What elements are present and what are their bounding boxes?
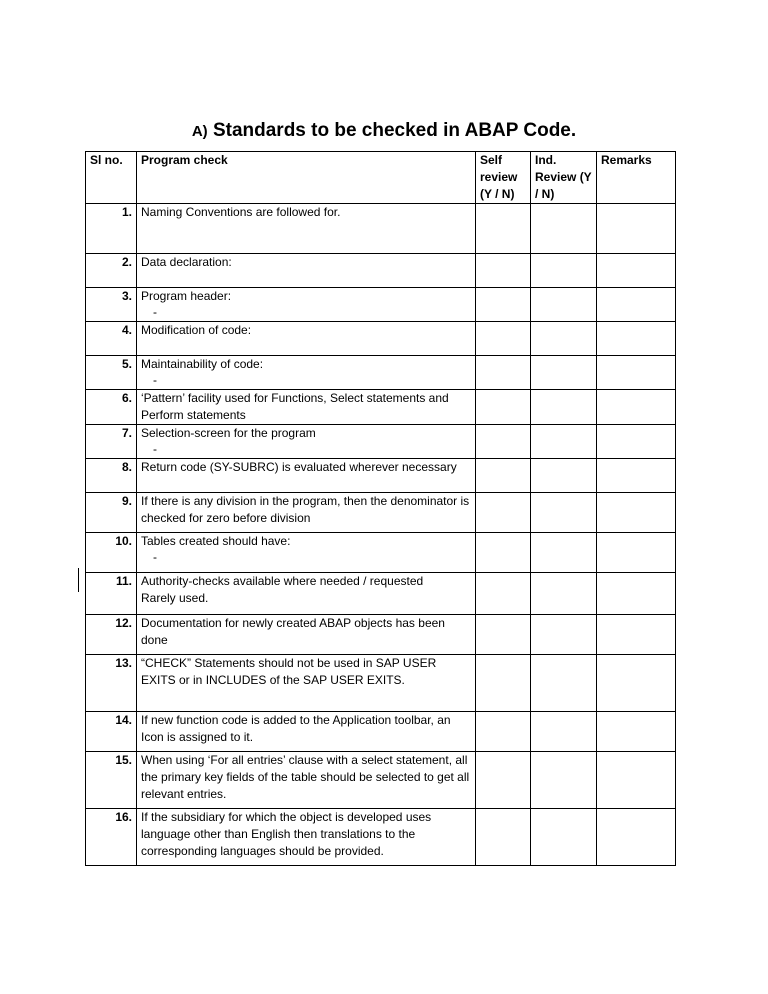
table-row (86, 809, 676, 866)
ind-review-cell[interactable] (531, 322, 597, 356)
table-row (86, 493, 676, 533)
self-review-cell[interactable] (476, 573, 531, 615)
self-review-cell[interactable] (476, 356, 531, 390)
ind-review-cell[interactable] (531, 356, 597, 390)
check-text: Program header: (141, 289, 232, 303)
check-subitem: - (153, 442, 157, 456)
remarks-cell[interactable] (597, 288, 676, 322)
row-number: 6. (86, 390, 137, 425)
header-row (86, 152, 676, 204)
remarks-cell[interactable] (597, 573, 676, 615)
self-review-cell[interactable] (476, 254, 531, 288)
program-check-cell (137, 425, 476, 459)
remarks-cell[interactable] (597, 712, 676, 752)
program-check-cell (137, 533, 476, 573)
row-number: 15. (86, 752, 137, 809)
remarks-cell[interactable] (597, 752, 676, 809)
ind-review-cell[interactable] (531, 752, 597, 809)
check-text: If there is any division in the program, then the denominator is checked for zero before division (141, 494, 470, 525)
remarks-cell[interactable] (597, 533, 676, 573)
program-check-cell (137, 356, 476, 390)
ind-review-cell[interactable] (531, 390, 597, 425)
remarks-cell[interactable] (597, 425, 676, 459)
ind-review-cell[interactable] (531, 712, 597, 752)
table-row (86, 533, 676, 573)
check-text: Authority-checks available where needed / requested Rarely used. (141, 574, 424, 605)
table-row (86, 459, 676, 493)
row-number: 14. (86, 712, 137, 752)
table-row (86, 322, 676, 356)
table-row (86, 356, 676, 390)
ind-review-cell[interactable] (531, 204, 597, 254)
ind-review-cell[interactable] (531, 254, 597, 288)
program-check-cell (137, 459, 476, 493)
remarks-cell[interactable] (597, 322, 676, 356)
self-review-cell[interactable] (476, 655, 531, 712)
check-subitem: - (153, 305, 157, 319)
row-number: 3. (86, 288, 137, 322)
table-row (86, 615, 676, 655)
program-check-cell (137, 752, 476, 809)
self-review-cell[interactable] (476, 390, 531, 425)
table-row (86, 655, 676, 712)
program-check-cell (137, 809, 476, 866)
header-remarks: Remarks (597, 152, 676, 204)
ind-review-cell[interactable] (531, 288, 597, 322)
ind-review-cell[interactable] (531, 573, 597, 615)
header-program-check: Program check (137, 152, 476, 204)
check-subitem: - (153, 550, 157, 564)
row-number: 8. (86, 459, 137, 493)
program-check-cell (137, 712, 476, 752)
ind-review-cell[interactable] (531, 493, 597, 533)
self-review-cell[interactable] (476, 493, 531, 533)
table-row (86, 752, 676, 809)
remarks-cell[interactable] (597, 390, 676, 425)
check-text: If the subsidiary for which the object is developed uses language other than English then translations to the corresponding languages should be provided. (141, 810, 432, 858)
check-text: Maintainability of code: (141, 357, 264, 371)
remarks-cell[interactable] (597, 809, 676, 866)
program-check-cell (137, 493, 476, 533)
check-text: Data declaration: (141, 255, 232, 269)
ind-review-cell[interactable] (531, 533, 597, 573)
remarks-cell[interactable] (597, 615, 676, 655)
program-check-cell (137, 615, 476, 655)
row-number: 7. (86, 425, 137, 459)
standards-checklist-table (85, 151, 676, 866)
program-check-cell (137, 573, 476, 615)
remarks-cell[interactable] (597, 204, 676, 254)
table-row (86, 254, 676, 288)
self-review-cell[interactable] (476, 425, 531, 459)
self-review-cell[interactable] (476, 533, 531, 573)
check-text: ‘Pattern’ facility used for Functions, Select statements and Perform statements (141, 391, 449, 422)
ind-review-cell[interactable] (531, 809, 597, 866)
table-row (86, 712, 676, 752)
self-review-cell[interactable] (476, 288, 531, 322)
self-review-cell[interactable] (476, 204, 531, 254)
program-check-cell (137, 390, 476, 425)
ind-review-cell[interactable] (531, 615, 597, 655)
table-row (86, 573, 676, 615)
title-prefix: A) (191, 123, 208, 140)
row-number: 10. (86, 533, 137, 573)
row-number: 1. (86, 204, 137, 254)
program-check-cell (137, 655, 476, 712)
document-title (0, 118, 768, 145)
check-subitem: - (153, 373, 157, 387)
header-ind-review: Ind. Review (Y / N) (531, 152, 597, 204)
title-text: Standards to be checked in ABAP Code. (212, 120, 577, 141)
row-number: 13. (86, 655, 137, 712)
row-number: 4. (86, 322, 137, 356)
row-number: 12. (86, 615, 137, 655)
remarks-cell[interactable] (597, 655, 676, 712)
check-text: Return code (SY-SUBRC) is evaluated wherever necessary (141, 460, 457, 474)
table-row (86, 425, 676, 459)
check-text: When using ‘For all entries’ clause with a select statement, all the primary key fields of the table should be selected to get all relevant entries. (141, 753, 470, 801)
table-row (86, 288, 676, 322)
header-self-review: Self review (Y / N) (476, 152, 531, 204)
self-review-cell[interactable] (476, 712, 531, 752)
self-review-cell[interactable] (476, 809, 531, 866)
check-text: If new function code is added to the Application toolbar, an Icon is assigned to it. (141, 713, 451, 744)
row-number: 9. (86, 493, 137, 533)
program-check-cell (137, 204, 476, 254)
check-text: Documentation for newly created ABAP objects has been done (141, 616, 445, 647)
check-text: Selection-screen for the program (141, 426, 316, 440)
margin-change-bar (78, 568, 79, 592)
remarks-cell[interactable] (597, 493, 676, 533)
self-review-cell[interactable] (476, 615, 531, 655)
row-number: 5. (86, 356, 137, 390)
table-row (86, 204, 676, 254)
program-check-cell (137, 288, 476, 322)
ind-review-cell[interactable] (531, 425, 597, 459)
ind-review-cell[interactable] (531, 655, 597, 712)
self-review-cell[interactable] (476, 322, 531, 356)
check-text: Tables created should have: (141, 534, 291, 548)
check-text: Modification of code: (141, 323, 252, 337)
remarks-cell[interactable] (597, 356, 676, 390)
row-number: 11. (86, 573, 137, 615)
ind-review-cell[interactable] (531, 459, 597, 493)
header-sl-no: Sl no. (86, 152, 137, 204)
check-text: “CHECK” Statements should not be used in SAP USER EXITS or in INCLUDES of the SAP USER EXITS. (141, 656, 437, 687)
remarks-cell[interactable] (597, 254, 676, 288)
check-text: Naming Conventions are followed for. (141, 205, 341, 219)
self-review-cell[interactable] (476, 752, 531, 809)
row-number: 2. (86, 254, 137, 288)
program-check-cell (137, 322, 476, 356)
program-check-cell (137, 254, 476, 288)
table-row (86, 390, 676, 425)
remarks-cell[interactable] (597, 459, 676, 493)
self-review-cell[interactable] (476, 459, 531, 493)
row-number: 16. (86, 809, 137, 866)
